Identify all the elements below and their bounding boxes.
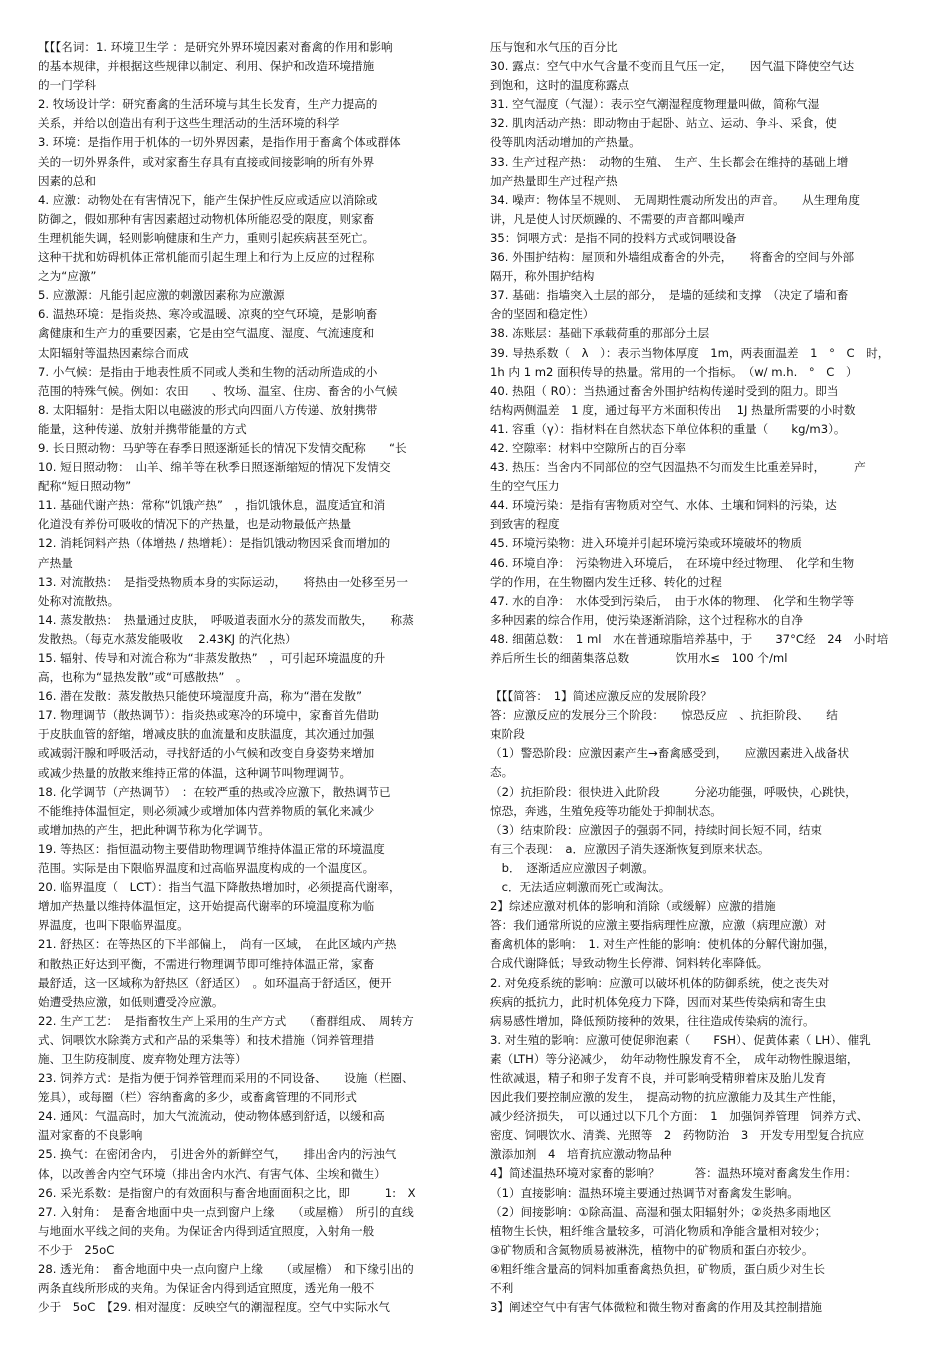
text-line: 47. 水的自净： 水体受到污染后， 由于水体的物理、 化学和生物学等	[490, 593, 855, 608]
text-line: 【【【名词：1. 环境卫生学 ：是研究外界环境因素对畜禽的作用和影响	[38, 40, 393, 54]
text-line: 太阳辐射等温热因素综合而成	[38, 345, 189, 360]
text-line: 生的空气压力	[490, 479, 560, 494]
text-line: 30. 露点：空气中水气含量不变而且气压一定， 因气温下降使空气达	[490, 59, 855, 74]
text-line: 温对家畜的不良影响	[38, 1128, 143, 1143]
text-line: 23. 饲养方式：是指为便于饲养管理而采用的不同设备、 设施（栏圈、	[38, 1071, 414, 1086]
text-line: 到致害的程度	[490, 517, 560, 532]
text-line: 加产热量即生产过程产热	[490, 173, 618, 188]
text-line: （2）抗拒阶段：很快进入此阶段 分泌功能强，呼吸快，心跳快，	[490, 784, 857, 799]
text-line: 素（LTH）等分泌减少， 幼年动物性腺发育不全， 成年动物性腺退缩，	[490, 1051, 859, 1066]
text-line: 产热量	[38, 555, 73, 570]
text-line: 施、卫生防疫制度、废弃物处理方法等）	[38, 1051, 247, 1066]
text-line: 25. 换气：在密闭舍内， 引进舍外的新鲜空气， 排出舍内的污浊气	[38, 1147, 397, 1162]
text-line: 配称“短日照动物”	[38, 479, 132, 494]
text-line: 多种因素的综合作用，使污染逐渐消除，这个过程称水的自净	[490, 612, 804, 627]
text-line: 2. 对免疫系统的影响：应激可以破坏机体的防御系统，使之丧失对	[490, 975, 830, 990]
text-line: （1）警恐阶段：应激因素产生→畜禽感受到， 应激因素进入战备状	[490, 746, 850, 761]
text-line: 病易感性增加，降低预防接种的效果，往往造成传染病的流行。	[490, 1013, 815, 1028]
text-line: 48. 细菌总数： 1 ml 水在普通琼脂培养基中，于 37°C经 24 小时培	[490, 631, 889, 646]
text-line: 界温度，也叫下限临界温度。	[38, 918, 189, 933]
text-line: 于皮肤血管的舒缩，增减皮肤的血流量和皮肤温度，其次通过加强	[38, 727, 375, 742]
text-line: 2. 牧场设计学：研究畜禽的生活环境与其生长发育，生产力提高的	[38, 97, 378, 112]
text-line: 这种干扰和妨碍机体正常机能而引起生理上和行为上反应的过程称	[38, 250, 375, 265]
text-line: 8. 太阳辐射：是指太阳以电磁波的形式向四面八方传递、放射携带	[38, 402, 378, 417]
text-line: 1h 内 1 m2 面积传导的热量。常用的一个指标。 （w/ m.h. ° C ）	[490, 364, 858, 379]
text-line: 12. 消耗饲料产热（体增热 / 热增耗）：是指饥饿动物因采食而增加的	[38, 536, 391, 551]
text-line: 16. 潜在发散：蒸发散热只能使环境湿度升高，称为“潜在发散”	[38, 689, 362, 704]
text-line: 学的作用，在生物圈内发生迁移、转化的过程	[490, 574, 722, 589]
text-line: 激添加剂 4 培育抗应激动物品种	[490, 1147, 672, 1162]
text-line: 关系，并给以创造出有利于这些生理活动的生活环境的科学	[38, 116, 340, 131]
text-line: 养后所生长的细菌集落总数 饮用水≤ 100 个/ml	[490, 651, 788, 665]
text-line: 少于 5oC 【29. 相对湿度：反映空气的潮湿程度。空气中实际水气	[38, 1300, 390, 1315]
text-line: 17. 物理调节（散热调节）：指炎热或寒冷的环境中，家畜首先借助	[38, 708, 379, 723]
text-line: b． 逐渐适应应激因子刺激。	[490, 860, 654, 875]
text-line: 两条直线所形成的夹角。为保证舍内得到适宜照度，透光角一般不	[38, 1281, 375, 1296]
text-line: 42. 空隙率：材料中空隙所占的百分率	[490, 440, 687, 455]
text-line: 9. 长日照动物：马驴等在春季日照逐渐延长的情况下发情交配称 “长	[38, 440, 407, 455]
text-line: 能量，这种传递、放射并携带能量的方式	[38, 421, 247, 436]
text-line: 3. 对生殖的影响：应激可使促卵泡素（ FSH）、促黄体素（ LH）、催乳	[490, 1032, 871, 1047]
text-line: 45. 环境污染物：进入环境并引起环境污染或环境破坏的物质	[490, 536, 802, 551]
text-line: 的一门学科	[38, 78, 96, 93]
text-line: 化道没有养份可吸收的情况下的产热量，也是动物最低产热量	[38, 517, 352, 532]
text-line: 发散热。（每克水蒸发能吸收 2.43KJ 的汽化热）	[38, 631, 297, 646]
text-line: 31. 空气湿度（气湿）：表示空气潮湿程度物理量叫做，简称气湿	[490, 97, 820, 112]
text-line: 36. 外围护结构：屋顶和外墙组成畜舍的外壳， 将畜舍的空间与外部	[490, 250, 855, 265]
text-line: 体，以改善舍内空气环境（排出舍内水汽、有害气体、尘埃和微生）	[38, 1166, 386, 1181]
text-line: 之为“应激”	[38, 269, 97, 284]
text-line: 27. 入射角： 是畜舍地面中央一点到窗户上缘 （或屋檐） 所引的直线	[38, 1204, 414, 1219]
text-line: 畜禽机体的影响： 1. 对生产性能的影响：使机体的分解代谢加强，	[490, 937, 836, 952]
text-line: 或减弱汗腺和呼吸活动，寻找舒适的小气候和改变自身姿势来增加	[38, 746, 375, 761]
text-line: 2】综述应激对机体的影响和消除（或缓解）应激的措施	[490, 899, 776, 914]
text-line: 34. 噪声：物体呈不规则、 无周期性震动所发出的声音。 从生理角度	[490, 192, 860, 207]
text-line: 隔开，称外围护结构	[490, 269, 595, 284]
text-line: 39. 导热系数（ λ ）：表示当物体厚度 1m，两表面温差 1 ° C 时，	[490, 345, 890, 360]
text-line: 减少经济损失， 可以通过以下几个方面： 1 加强饲养管理 饲养方式、	[490, 1109, 869, 1124]
text-line: 增加产热量以维持体温恒定，这开始提高代谢率的环境温度称为临	[38, 899, 375, 914]
text-line: 始遭受热应激，如低则遭受冷应激。	[38, 994, 224, 1009]
text-line: 态。	[490, 765, 514, 780]
text-line: 37. 基础：指墙突入土层的部分， 是墙的延续和支撑 （决定了墙和畜	[490, 288, 849, 303]
text-line: 因素的总和	[38, 173, 96, 188]
text-line: 式、饲喂饮水除粪方式和产品的采集等）和技术措施（饲养管理措	[38, 1032, 375, 1047]
text-line: 4. 应激：动物处在有害情况下，能产生保护性反应或适应以消除或	[38, 192, 378, 207]
text-line: 7. 小气候：是指由于地表性质不同或人类和生物的活动所造成的小	[38, 364, 378, 379]
text-line: 讲，凡是使人讨厌烦躁的、不需要的声音都叫噪声	[490, 211, 746, 226]
text-line: 结构两侧温差 1 度，通过每平方米面积传出 1J 热量所需要的小时数	[490, 402, 856, 417]
text-line: 答：我们通常所说的应激主要指病理性应激，应激（病理应激）对	[490, 918, 827, 933]
text-line: 高，也称为“显热发散”或“可感散热” 。	[38, 670, 248, 685]
text-line: 35：饲喂方式：是指不同的投料方式或饲喂设备	[490, 230, 737, 245]
text-line: 20. 临界温度（ LCT）：指当气温下降散热增加时，必须提高代谢率，	[38, 880, 401, 895]
text-line: 压与饱和水气压的百分比	[490, 40, 618, 54]
text-line: 或减少热量的放散来维持正常的体温，这种调节叫物理调节。	[38, 765, 352, 780]
text-line: 的基本规律，并根据这些规律以制定、利用、保护和改造环境措施	[38, 59, 375, 74]
text-line: 21. 舒热区：在等热区的下半部偏上， 尚有一区域， 在此区域内产热	[38, 937, 397, 952]
text-line: 33. 生产过程产热： 动物的生殖、 生产、生长都会在维持的基础上增	[490, 154, 849, 169]
text-line: 舍的坚固和稳定性）	[490, 307, 595, 322]
text-line: （2）间接影响：①除高温、高湿和强太阳辐射外；②炎热多雨地区	[490, 1204, 832, 1219]
text-line: 不能维持体温恒定，则必须减少或增加体内营养物质的氧化来减少	[38, 803, 375, 818]
text-line: 19. 等热区：指恒温动物主要借助物理调节维持体温正常的环境温度	[38, 841, 385, 856]
text-line: 束阶段	[490, 727, 525, 742]
text-line: ③矿物质和含氮物质易被淋洗，植物中的矿物质和蛋白亦较少。	[490, 1242, 814, 1257]
text-line: 18. 化学调节（产热调节） ：在较严重的热或冷应激下，散热调节已	[38, 784, 391, 799]
text-line: c．无法适应刺激而死亡或淘汰。	[490, 880, 671, 895]
text-line: 38. 冻账层：基础下承载荷重的那部分土层	[490, 326, 710, 341]
text-line: 合成代谢降低；导致动物生长停滞、饲料转化率降低。	[490, 956, 769, 971]
text-line: 范围的特殊气候。例如：农田 、牧场、温室、住房、畜舍的小气候	[38, 383, 398, 398]
text-line: 答：应激反应的发展分三个阶段： 惊恐反应 、抗拒阶段、 结	[490, 708, 838, 723]
text-line: 32. 肌肉活动产热：即动物由于起卧、站立、运动、争斗、采食，使	[490, 116, 837, 131]
text-line: 11. 基础代谢产热：常称“饥饿产热” ，指饥饿休息，温度适宜和消	[38, 498, 386, 513]
text-line: 14. 蒸发散热： 热量通过皮肤， 呼吸道表面水分的蒸发而散失， 称蒸	[38, 612, 414, 627]
text-line: 3】阐述空气中有害气体微粒和微生物对畜禽的作用及其控制措施	[490, 1300, 823, 1315]
text-line: 5. 应激源：凡能引起应激的刺激因素称为应激源	[38, 288, 285, 303]
text-line: 疾病的抵抗力，此时机体免疫力下降，因而对某些传染病和寄生虫	[490, 994, 827, 1009]
text-line: 46. 环境自净： 污染物进入环境后， 在环境中经过物理、 化学和生物	[490, 555, 855, 570]
text-line: 不少于 25oC	[38, 1242, 115, 1257]
text-line: 禽健康和生产力的重要因素，它是由空气温度、湿度、气流速度和	[38, 326, 375, 341]
text-line: ④粗纤维含量高的饲料加重畜禽热负担，矿物质，蛋白质少对生长	[490, 1261, 826, 1276]
text-line: 不利	[490, 1281, 514, 1295]
text-line: 因此我们要控制应激的发生， 提高动物的抗应激能力及其生产性能，	[490, 1090, 844, 1105]
text-line: 笼具），或每圈（栏）容纳畜禽的多少，或畜禽管理的不同形式	[38, 1090, 357, 1105]
text-line: 防御之，假如那种有害因素超过动物机体所能忍受的限度，则家畜	[38, 211, 375, 226]
text-line: 3. 环境：是指作用于机体的一切外界因素，是指作用于畜禽个体或群体	[38, 135, 401, 150]
text-line: 4】简述温热环境对家畜的影响？ 答：温热环境对畜禽发生作用：	[490, 1166, 857, 1181]
text-line: 最舒适，这一区域称为舒热区（舒适区） 。如环温高于舒适区，便开	[38, 975, 392, 990]
text-line: 范围。实际是由下限临界温度和过高临界温度构成的一个温度区。	[38, 861, 375, 876]
text-line: 10. 短日照动物： 山羊、绵羊等在秋季日照逐渐缩短的情况下发情交	[38, 460, 391, 475]
text-line: 关的一切外界条件，或对家畜生存具有直接或间接影响的所有外界	[38, 154, 375, 169]
text-line: 44. 环境污染：是指有害物质对空气、水体、土壤和饲料的污染，达	[490, 498, 837, 513]
left-column	[38, 38, 463, 1317]
right-column	[490, 38, 915, 1317]
text-line: 或增加热的产生，把此种调节称为化学调节。	[38, 822, 270, 837]
text-line: 22. 生产工艺： 是指畜牧生产上采用的生产方式 （畜群组成、 周转方	[38, 1013, 414, 1028]
text-line: 植物生长快，粗纤维含量较多，可消化物质和净能含量相对较少；	[490, 1223, 827, 1238]
text-line	[490, 668, 915, 687]
text-line: （1）直接影响：温热环境主要通过热调节对畜禽发生影响。	[490, 1185, 799, 1200]
text-line: 到饱和，这时的温度称露点	[490, 78, 630, 93]
text-line: 13. 对流散热： 是指受热物质本身的实际运动， 将热由一处移至另一	[38, 574, 408, 589]
text-line: 和散热正好达到平衡，不需进行物理调节即可维持体温正常，家畜	[38, 956, 375, 971]
text-line: 处称对流散热。	[38, 593, 120, 608]
text-line: 密度、饲喂饮水、清粪、光照等 2 药物防治 3 开发专用型复合抗应	[490, 1128, 865, 1143]
text-line: 役等肌肉活动增加的产热量。	[490, 135, 641, 150]
text-line: 6. 温热环境：是指炎热、寒冷或温暖、凉爽的空气环境，是影响畜	[38, 307, 378, 322]
text-line: （3）结束阶段：应激因子的强弱不同，持续时间长短不同，结束	[490, 822, 823, 837]
text-line: 15. 辐射、传导和对流合称为“非蒸发散热” ，可引起环境温度的升	[38, 651, 386, 665]
text-line: 43. 热压：当舍内不同部位的空气因温热不匀而发生比重差异时， 产	[490, 460, 866, 475]
text-line: 41. 容重（γ）：指材料在自然状态下单位体积的重量（ kg/m3）。	[490, 421, 846, 436]
text-line: 与地面水平线之间的夹角。为保证舍内得到适宜照度，入射角一般	[38, 1223, 375, 1238]
text-line: 惊恐，奔逃，生殖免疫等功能处于抑制状态。	[490, 803, 722, 818]
text-line: 40. 热阻（ R0）：当热通过畜舍外围护结构传递时受到的阻力。即当	[490, 383, 839, 398]
text-line: 26. 采光系数：是指窗户的有效面积与畜舍地面面积之比，即 1: X	[38, 1185, 416, 1200]
text-line: 有三个表现： a．应激因子消失逐渐恢复到原来状态。	[490, 841, 770, 856]
text-line: 生理机能失调，轻则影响健康和生产力，重则引起疾病甚至死亡。	[38, 230, 375, 245]
text-line: 28. 透光角： 畜舍地面中央一点向窗户上缘 （或屋檐） 和下缘引出的	[38, 1262, 414, 1276]
text-line: 性欲减退，精子和卵子发育不良，并可影响受精卵着床及胎儿发育	[490, 1070, 827, 1085]
text-line: 24. 通风：气温高时，加大气流流动，使动物体感到舒适，以缓和高	[38, 1109, 385, 1124]
text-line: 【【【简答： 1】简述应激反应的发展阶段？	[490, 689, 712, 704]
